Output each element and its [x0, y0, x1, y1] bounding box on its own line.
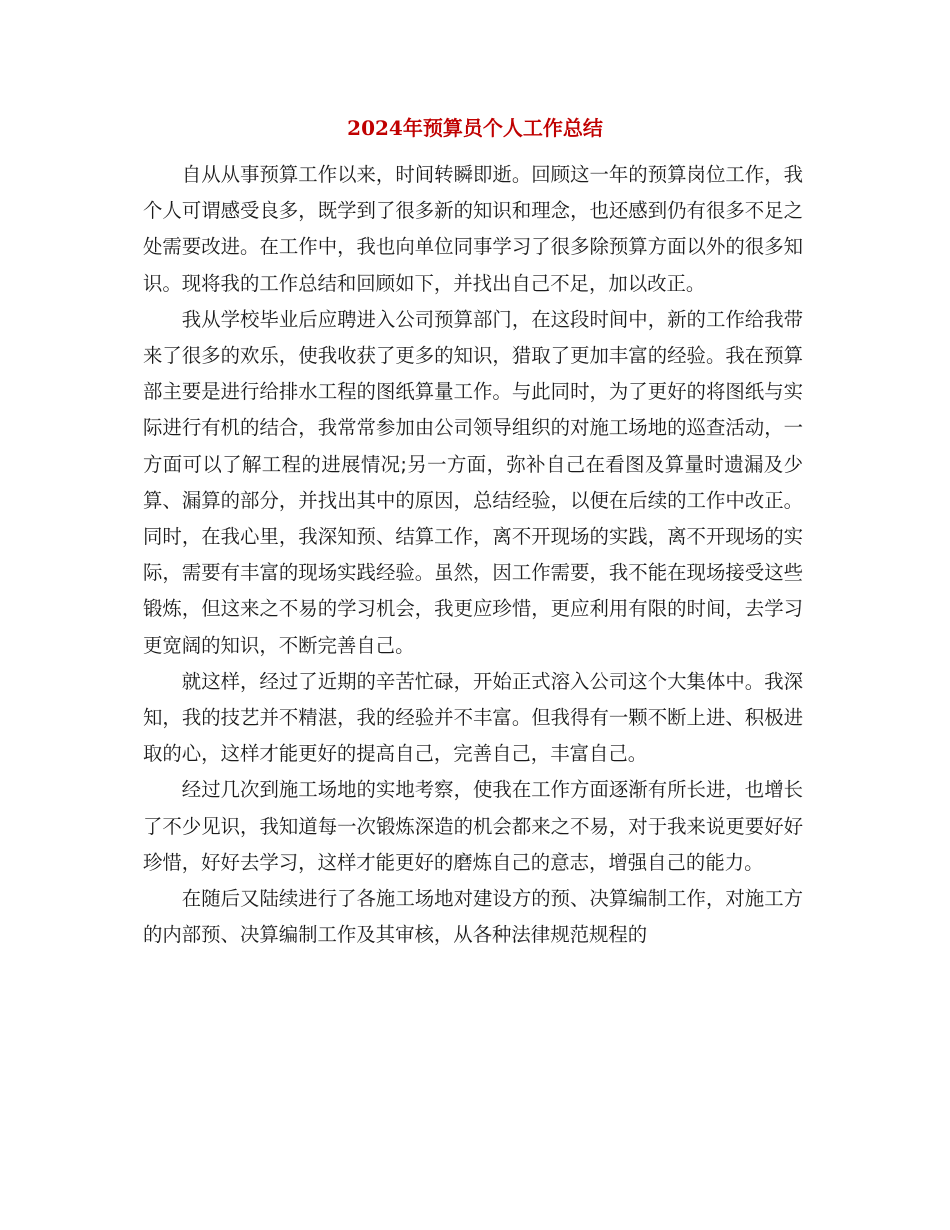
- paragraph-4: 经过几次到施工场地的实地考察，使我在工作方面逐渐有所长进，也增长了不少见识，我知道每一次锻炼深造的机会都来之不易，对于我来说更要好好珍惜，好好去学习，这样才能更好的磨炼自己的意志，增强自己的能力。: [143, 778, 803, 874]
- document-body: [143, 157, 803, 953]
- paragraph-3: 就这样，经过了近期的辛苦忙碌，开始正式溶入公司这个大集体中。我深知，我的技艺并不精湛，我的经验并不丰富。但我得有一颗不断上进、积极进取的心，这样才能更好的提高自己，完善自己，丰富自己。: [143, 669, 803, 766]
- paragraph-5: 在随后又陆续进行了各施工场地对建设方的预、决算编制工作，对施工方的内部预、决算编制工作及其审核，从各种法律规范规程的: [143, 887, 803, 947]
- paragraph-2: 我从学校毕业后应聘进入公司预算部门，在这段时间中，新的工作给我带来了很多的欢乐，使我收获了更多的知识，猎取了更加丰富的经验。我在预算部主要是进行给排水工程的图纸算量工作。与此同时，为了更好的将图纸与实际进行有机的结合，我常常参加由公司领导组织的对施工场地的巡查活动，一方面可以了解工程的进展情况;另一方面，弥补自己在看图及算量时遗漏及少算、漏算的部分，并找出其中的原因，总结经验，以便在后续的工作中改正。同时，在我心里，我深知预、结算工作，离不开现场的实践，离不开现场的实际，需要有丰富的现场实践经验。虽然，因工作需要，我不能在现场接受这些锻炼，但这来之不易的学习机会，我更应珍惜，更应利用有限的时间，去学习更宽阔的知识，不断完善自己。: [143, 307, 803, 657]
- paragraph-1: 自从从事预算工作以来，时间转瞬即逝。回顾这一年的预算岗位工作，我个人可谓感受良多，既学到了很多新的知识和理念，也还感到仍有很多不足之处需要改进。在工作中，我也向单位同事学习了很多除预算方面以外的很多知识。现将我的工作总结和回顾如下，并找出自己不足，加以改正。: [143, 163, 803, 295]
- document-title: 2024年预算员个人工作总结: [347, 116, 603, 140]
